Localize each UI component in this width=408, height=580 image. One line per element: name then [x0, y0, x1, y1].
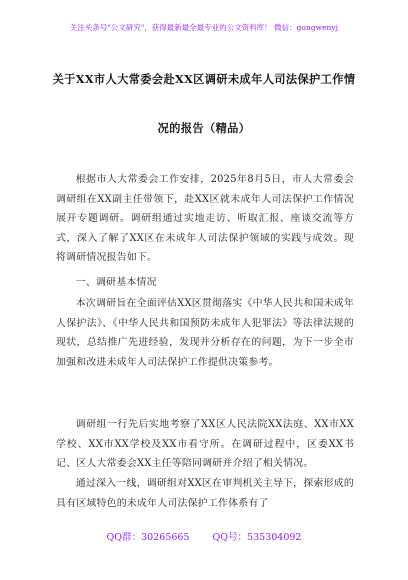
footer-qq-group: QQ群：30265665	[106, 532, 190, 543]
header-note: 关注头条号"公文研究"，获得最新最全最专业的公文资料库！ 微信：gongwenyj	[69, 23, 339, 32]
footer-contacts	[0, 529, 408, 543]
paragraph-intro: 根据市人大常委会工作安排，2025年8月5日，市人大常委会调研组在XX副主任带领下，赴XX区就未成年人司法保护工作情况展开专题调研。调研组通过实地走访、听取汇报、座谈交流等方式，深入了解了XX区在未成年人司法保护领域的实践与成效。现将调研情况报告如下。	[56, 174, 354, 263]
paragraph-purpose: 本次调研旨在全面评估XX区贯彻落实《中华人民共和国未成年人保护法》、《中华人民共和国预防未成年人犯罪法》等法律法规的现状，总结推广先进经验，发现并分析存在的问题，为下一步全市加强和改进未成年人司法保护工作提供决策参考。	[56, 298, 354, 368]
document-title-line-2: 况的报告（精品）	[157, 121, 251, 135]
paragraph-findings: 通过深入一线，调研组对XX区在审判机关主导下，探索形成的具有区域特色的未成年人司法保护工作体系有了	[56, 478, 354, 509]
document-title-line-1: 关于XX市人大常委会赴XX区调研未成年人司法保护工作情	[52, 72, 356, 86]
footer-qq-number: QQ号：535304092	[212, 532, 302, 543]
paragraph-visits: 调研组一行先后实地考察了XX区人民法院XX法庭、XX市XX学校、XX市XX学校及XX市看守所。在调研过程中，区委XX书记、区人大常委会XX主任等陪同调研并介绍了相关情况。	[56, 419, 354, 469]
section-heading: 一、调研基本情况	[75, 277, 157, 288]
